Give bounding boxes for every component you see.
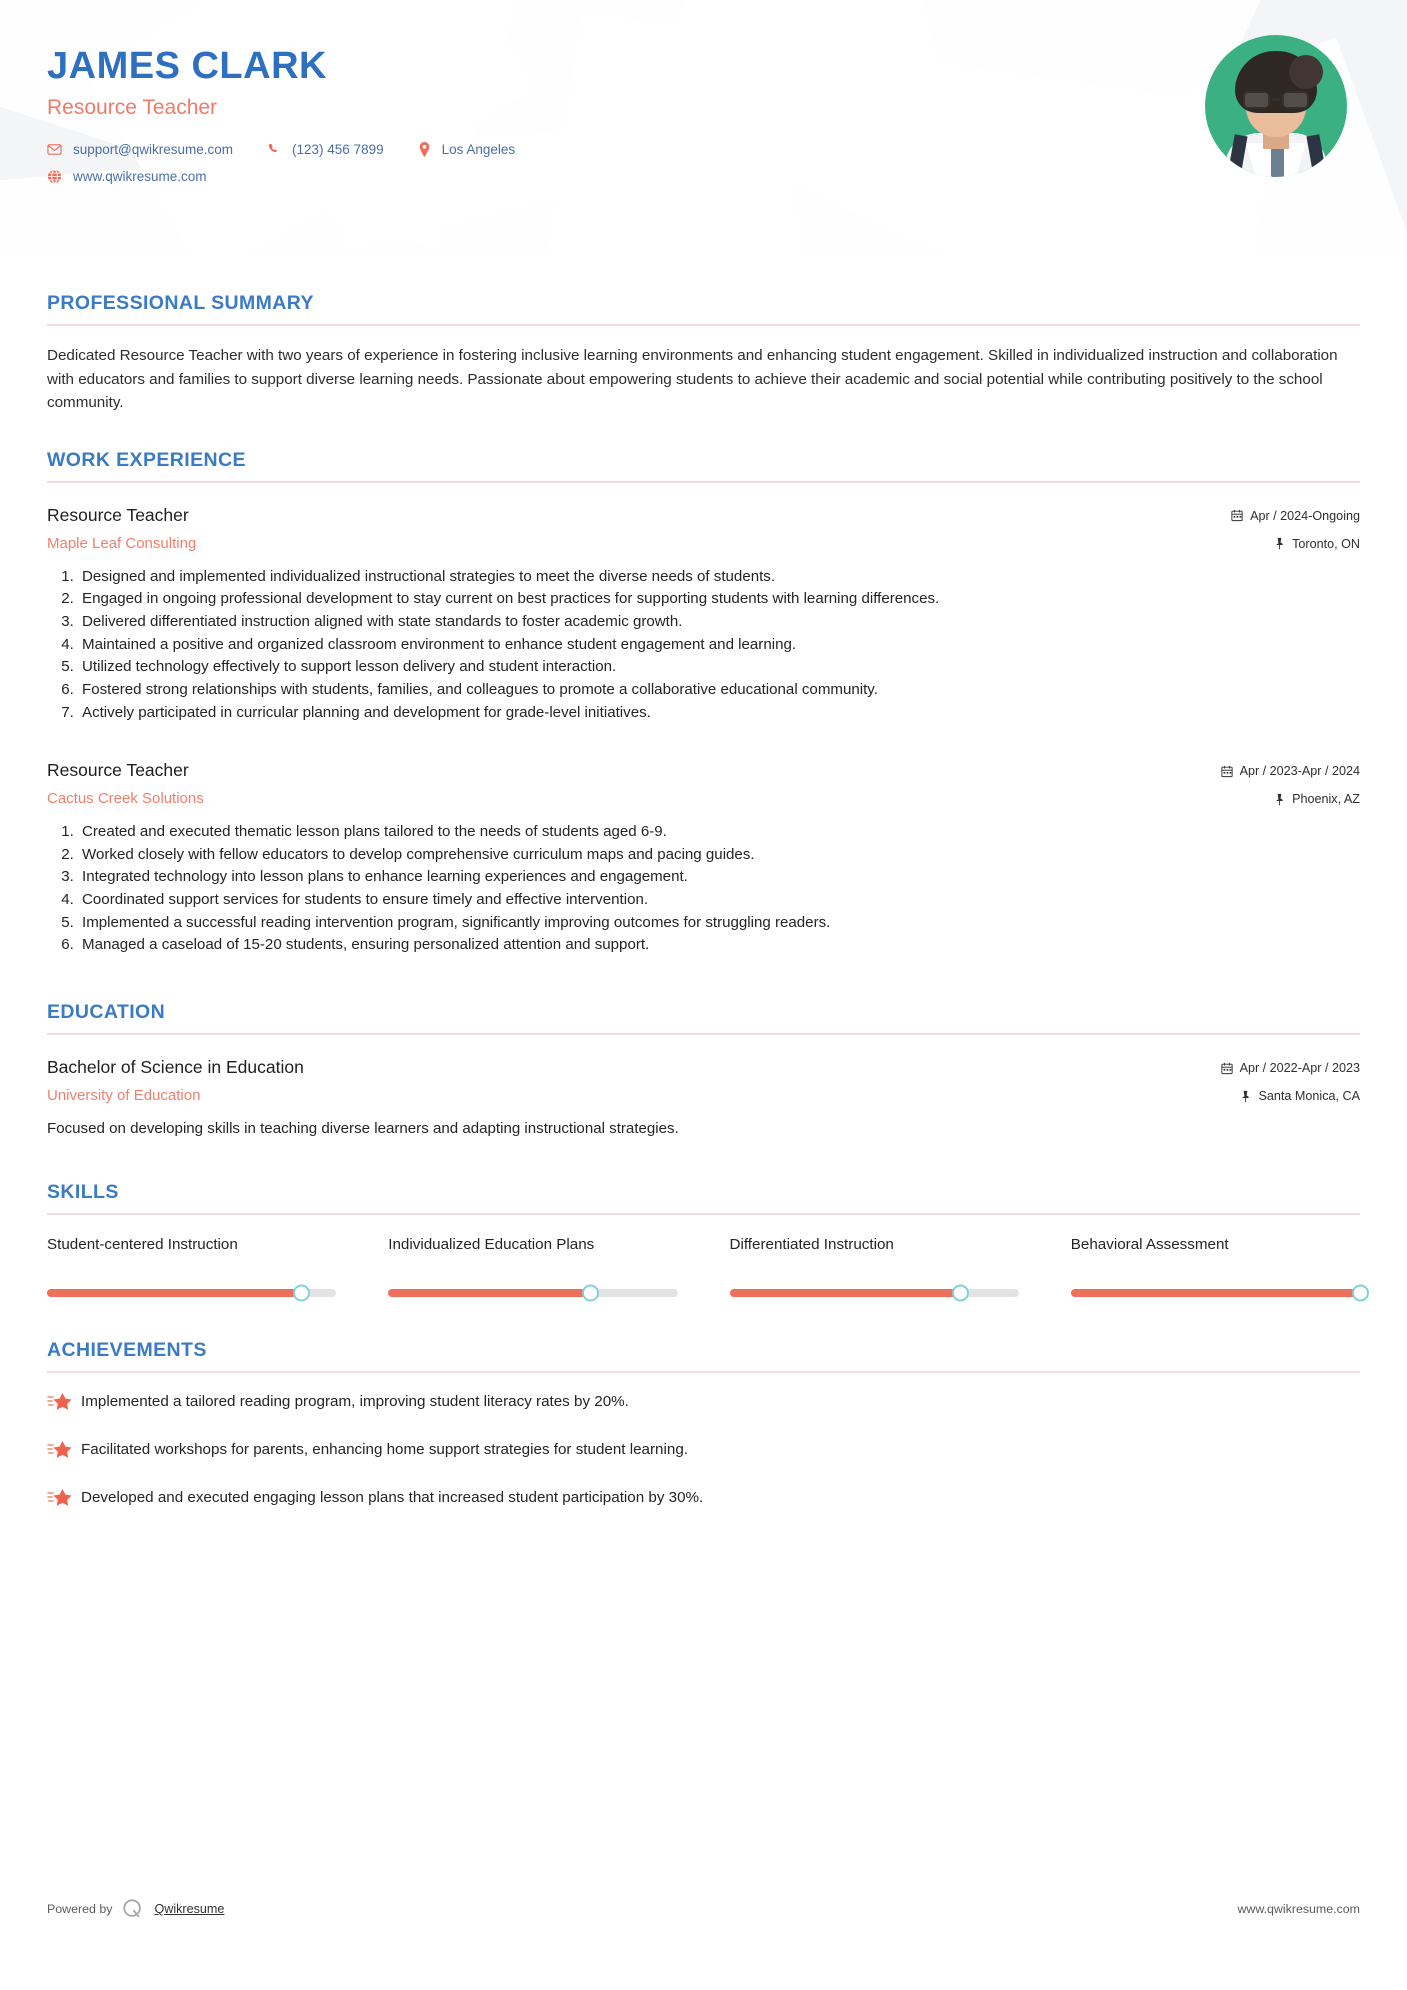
work-entry	[47, 760, 1360, 957]
powered-by-label: Powered by	[47, 1902, 113, 1916]
skill-slider[interactable]	[1071, 1289, 1360, 1297]
star-icon	[47, 1439, 81, 1461]
list-item	[47, 1439, 1360, 1461]
work-entry	[47, 505, 1360, 724]
achievement-text: Facilitated workshops for parents, enhancing home support strategies for student learning.	[81, 1441, 688, 1459]
candidate-role: Resource Teacher	[47, 95, 218, 119]
contact-website-text: www.qwikresume.com	[73, 168, 207, 184]
contact-email-text: support@qwikresume.com	[73, 141, 234, 157]
job-date	[1221, 764, 1360, 778]
skill-slider[interactable]	[730, 1289, 1019, 1297]
job-title: Resource Teacher	[47, 760, 189, 781]
skill-item	[1071, 1235, 1360, 1297]
company-name: Cactus Creek Solutions	[47, 790, 204, 808]
skill-item	[730, 1235, 1019, 1297]
achievement-text: Implemented a tailored reading program, improving student literacy rates by 20%.	[81, 1393, 629, 1411]
section-work-experience	[47, 449, 1360, 957]
section-title-education: EDUCATION	[47, 1001, 166, 1024]
brand-link[interactable]: Qwikresume	[154, 1902, 225, 1916]
envelope-icon	[47, 142, 62, 157]
list-item	[47, 1391, 1360, 1413]
contact-email[interactable]	[47, 142, 233, 157]
footer-url[interactable]: www.qwikresume.com	[1237, 1902, 1360, 1916]
section-title-summary: PROFESSIONAL SUMMARY	[47, 292, 314, 314]
job-date-text: Apr / 2024-Ongoing	[1250, 508, 1360, 523]
avatar	[1205, 35, 1347, 177]
job-location	[1221, 792, 1360, 806]
skill-slider-knob[interactable]	[1352, 1284, 1369, 1301]
avatar-tie	[1271, 145, 1284, 177]
section-title-work: WORK EXPERIENCE	[47, 448, 246, 471]
skill-slider-fill	[730, 1289, 961, 1297]
section-divider	[47, 324, 1360, 326]
job-bullet-list	[47, 821, 1360, 957]
education-description: Focused on developing skills in teaching diverse learners and adapting instructional strategies.	[47, 1120, 679, 1138]
list-item: 6. Fostered strong relationships with students, families, and colleagues to promote a collaborative educational community.	[78, 679, 1360, 702]
contact-website[interactable]	[47, 169, 207, 184]
list-item: 6. Managed a caseload of 15-20 students, ensuring personalized attention and support.	[78, 934, 1360, 957]
company-name: Maple Leaf Consulting	[47, 534, 197, 552]
candidate-name: JAMES CLARK	[47, 45, 327, 87]
skill-label: Individualized Education Plans	[388, 1235, 595, 1253]
powered-by	[47, 1898, 224, 1920]
contact-phone[interactable]	[267, 142, 384, 157]
skill-slider-knob[interactable]	[582, 1284, 599, 1301]
list-item	[47, 1487, 1360, 1509]
skill-item	[388, 1235, 677, 1297]
school-name: University of Education	[47, 1087, 201, 1105]
skill-label: Student-centered Instruction	[47, 1235, 238, 1253]
skill-label: Behavioral Assessment	[1070, 1235, 1229, 1253]
skill-slider-knob[interactable]	[293, 1284, 310, 1301]
list-item: 5. Utilized technology effectively to support lesson delivery and student interaction.	[78, 656, 1360, 679]
job-location-text: Toronto, ON	[1292, 536, 1360, 551]
section-divider	[47, 481, 1360, 483]
calendar-icon	[1231, 509, 1243, 522]
section-divider	[47, 1213, 1360, 1215]
achievement-text: Developed and executed engaging lesson plans that increased student participation by 30%.	[81, 1489, 704, 1507]
job-date-text: Apr / 2023-Apr / 2024	[1239, 764, 1360, 779]
section-divider	[47, 1033, 1360, 1035]
job-location-text: Phoenix, AZ	[1292, 792, 1360, 807]
skill-slider-fill	[388, 1289, 590, 1297]
section-skills	[47, 1181, 1360, 1297]
list-item: 4. Coordinated support services for students to ensure timely and effective intervention.	[78, 889, 1360, 912]
pushpin-icon	[1274, 537, 1285, 550]
list-item: 3. Integrated technology into lesson plans to enhance learning experiences and engagement.	[78, 866, 1360, 889]
job-bullet-list	[47, 566, 1360, 724]
section-achievements	[47, 1339, 1360, 1509]
list-item: 7. Actively participated in curricular planning and development for grade-level initiatives.	[78, 702, 1360, 725]
section-professional-summary	[47, 292, 1360, 415]
skill-slider-fill	[1071, 1289, 1360, 1297]
skill-slider-fill	[47, 1289, 302, 1297]
contact-location-text: Los Angeles	[441, 141, 516, 157]
skills-grid	[47, 1235, 1360, 1297]
globe-icon	[47, 169, 62, 184]
achievements-list	[47, 1391, 1360, 1509]
degree-title: Bachelor of Science in Education	[47, 1057, 304, 1078]
skill-slider[interactable]	[388, 1289, 677, 1297]
list-item: 5. Implemented a successful reading intervention program, significantly improving outcomes for struggling readers.	[78, 912, 1360, 935]
section-title-achievements: ACHIEVEMENTS	[47, 1338, 207, 1361]
education-date	[1221, 1061, 1360, 1075]
location-pin-icon	[418, 142, 431, 157]
glasses-icon	[1241, 91, 1311, 109]
job-date	[1231, 509, 1360, 523]
list-item: 1. Designed and implemented individualized instructional strategies to meet the diverse needs of students.	[78, 566, 1360, 589]
contact-row-primary	[47, 142, 1407, 157]
education-location	[1221, 1089, 1360, 1103]
summary-text: Dedicated Resource Teacher with two years of experience in fostering inclusive learning environments and enhancing student engagement. Skilled in individualized instruction and collaboration with educators and families to support diverse learning needs. Passionate about empowering students to achieve their academic and social potential while contributing positively to the school community.	[47, 347, 1338, 412]
calendar-icon	[1221, 765, 1233, 778]
calendar-icon	[1221, 1062, 1233, 1075]
section-title-skills: SKILLS	[47, 1180, 119, 1203]
star-icon	[47, 1487, 81, 1509]
education-entry	[47, 1057, 1360, 1141]
contact-location	[418, 142, 516, 157]
qwikresume-logo-icon	[122, 1898, 144, 1920]
list-item: 3. Delivered differentiated instruction aligned with state standards to foster academic growth.	[78, 611, 1360, 634]
skill-slider-knob[interactable]	[952, 1284, 969, 1301]
contact-row-secondary	[47, 169, 1407, 184]
education-date-text: Apr / 2022-Apr / 2023	[1239, 1061, 1360, 1076]
job-title: Resource Teacher	[47, 504, 189, 525]
education-location-text: Santa Monica, CA	[1258, 1089, 1360, 1104]
list-item: 2. Engaged in ongoing professional development to stay current on best practices for supporting students with learning differences.	[78, 588, 1360, 611]
skill-label: Differentiated Instruction	[729, 1235, 894, 1253]
footer	[47, 1898, 1360, 1920]
skill-slider[interactable]	[47, 1289, 336, 1297]
list-item: 1. Created and executed thematic lesson plans tailored to the needs of students aged 6-9.	[78, 821, 1360, 844]
list-item: 4. Maintained a positive and organized classroom environment to enhance student engagement and learning.	[78, 634, 1360, 657]
job-location	[1231, 537, 1360, 551]
resume-header	[0, 0, 1407, 258]
contact-phone-text: (123) 456 7899	[292, 141, 384, 157]
pushpin-icon	[1240, 1090, 1251, 1103]
star-icon	[47, 1391, 81, 1413]
phone-icon	[267, 142, 281, 156]
section-divider	[47, 1371, 1360, 1373]
pushpin-icon	[1274, 793, 1285, 806]
skill-item	[47, 1235, 336, 1297]
section-education	[47, 1001, 1360, 1141]
list-item: 2. Worked closely with fellow educators to develop comprehensive curriculum maps and pacing guides.	[78, 844, 1360, 867]
